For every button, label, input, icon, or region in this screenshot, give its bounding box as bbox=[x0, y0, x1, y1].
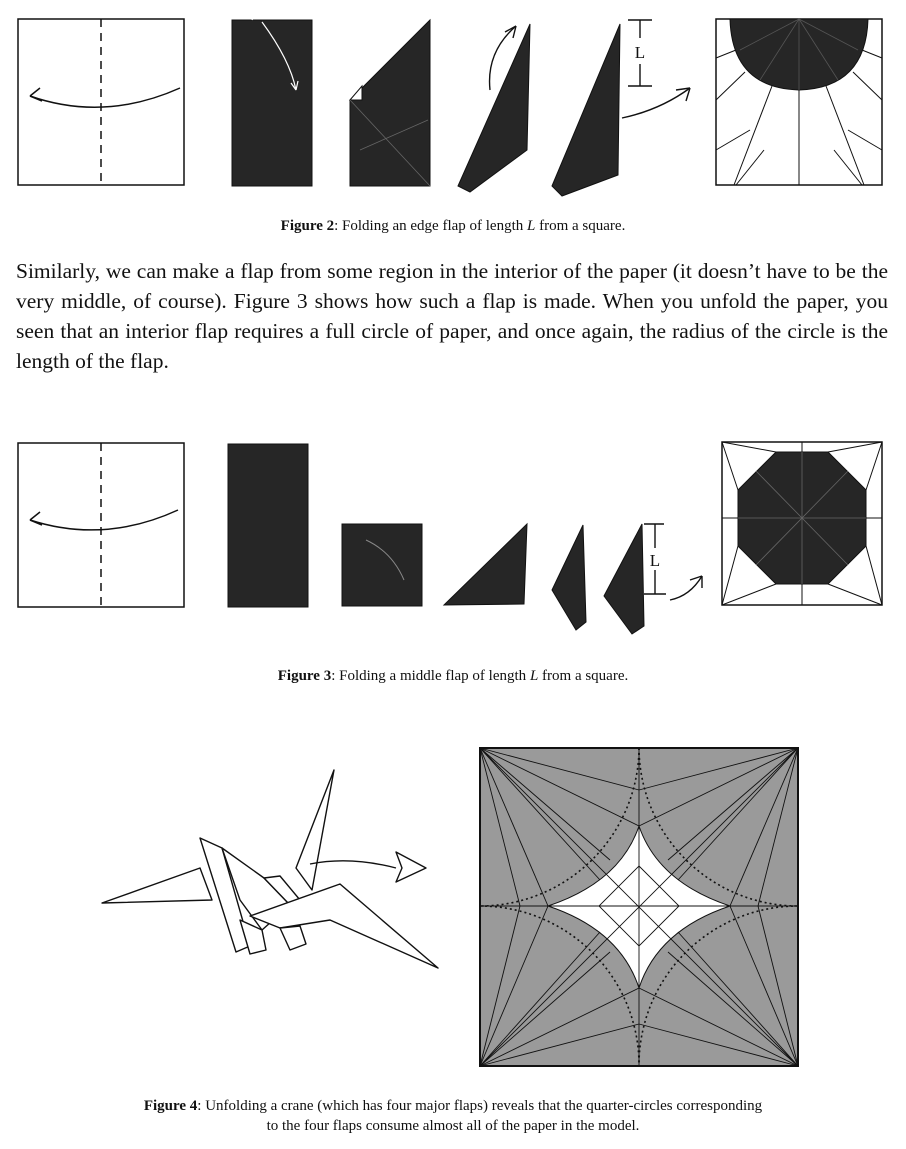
fig2-step5-final-flap bbox=[552, 20, 690, 196]
fig3-step5-thin-flap bbox=[552, 525, 586, 630]
figure-3-label: Figure 3 bbox=[277, 668, 332, 684]
fig3-step1-square bbox=[18, 443, 184, 607]
fig2-step4-flap bbox=[458, 24, 530, 192]
body-paragraph: Similarly, we can make a flap from some region in the interior of the paper (it doesn’t have to be the very middle, of course). Figure 3 shows how such a flap is made. When you unfold the paper, you seen that an interior flap requires a full circle of paper, and once again, the radius of the circle is the length of the flap. bbox=[16, 259, 888, 373]
crane-crease-pattern bbox=[480, 748, 798, 1066]
figure-2-diagram bbox=[0, 0, 906, 200]
figure-4-caption: Figure 4: Unfolding a crane (which has four major flaps) reveals that the quarter-circles corresponding to the four flaps consume almost all of the paper in the model. bbox=[143, 1098, 763, 1134]
fig3-step6-final-flap bbox=[604, 524, 702, 634]
fig2-step3-house bbox=[350, 20, 430, 186]
fig2-step1-square bbox=[18, 19, 184, 185]
figure-2-label: Figure 2 bbox=[280, 218, 335, 234]
fig3-step4-triangle bbox=[444, 524, 527, 605]
figure-4-label: Figure 4 bbox=[143, 1098, 198, 1114]
crane-drawing bbox=[102, 770, 438, 968]
figure-4-diagram bbox=[0, 740, 906, 1080]
figure-3-caption: Figure 3: Folding a middle flap of length L from a square. bbox=[277, 668, 629, 684]
figure-3-diagram bbox=[0, 430, 906, 650]
fig3-length-marker: L bbox=[649, 551, 661, 570]
fig3-step2-rectangle bbox=[228, 444, 308, 607]
fig2-step2-rectangle bbox=[232, 13, 312, 186]
fig2-length-marker: L bbox=[634, 43, 646, 62]
fig2-crease-pattern bbox=[716, 19, 882, 185]
fig3-crease-pattern bbox=[722, 442, 882, 605]
figure-2-caption: Figure 2: Folding an edge flap of length L from a square. bbox=[280, 218, 626, 234]
fig3-step3-small-square bbox=[342, 524, 422, 606]
